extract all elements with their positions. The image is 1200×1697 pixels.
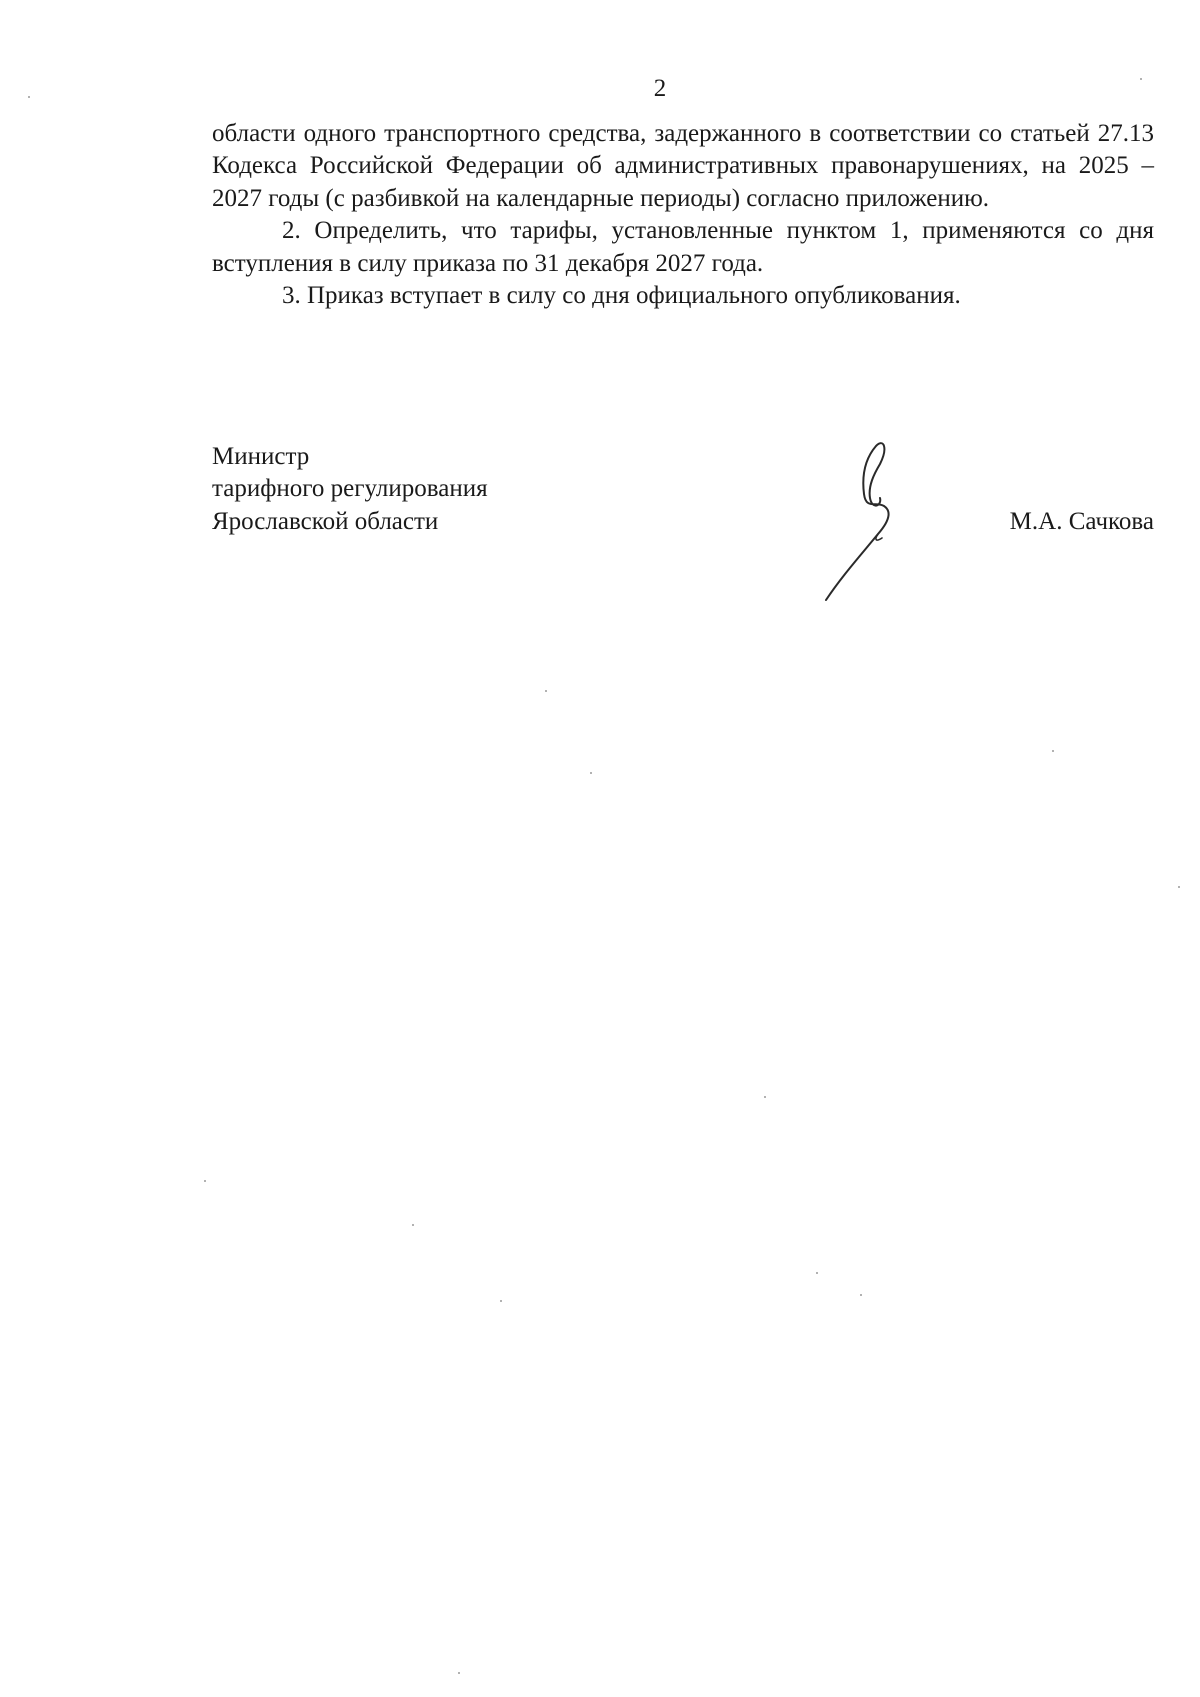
- document-body: [212, 118, 1154, 312]
- scan-speck: [500, 1300, 502, 1302]
- scan-speck: [1052, 750, 1054, 752]
- handwritten-signature: [818, 438, 928, 608]
- scan-speck: [764, 1096, 766, 1098]
- signatory-position-line-3: Ярославской области: [212, 507, 439, 535]
- scan-speck: [412, 1224, 414, 1226]
- signatory-position: [212, 441, 488, 538]
- scan-speck: [28, 96, 30, 98]
- scan-speck: [860, 1294, 862, 1296]
- scan-speck: [458, 1672, 460, 1674]
- scan-speck: [816, 1272, 818, 1274]
- signatory-position-line-2: тарифного регулирования: [212, 475, 488, 503]
- paragraph-continuation: области одного транспортного средства, задержанного в соответствии со статьей 27.13 Кодекса Российской Федерации об административных правонарушениях, на 2025 – 2027 годы (с разбивкой на календарные периоды) согласно приложению.: [212, 120, 1154, 212]
- scan-speck: [590, 772, 592, 774]
- page-number: 2: [653, 75, 667, 102]
- scan-speck: [204, 1180, 206, 1182]
- scan-speck: [545, 690, 547, 692]
- paragraph-item-3: 3. Приказ вступает в силу со дня официального опубликования.: [282, 282, 961, 310]
- scan-speck: [1178, 886, 1180, 888]
- paragraph-item-2: 2. Определить, что тарифы, установленные пунктом 1, применяются со дня вступления в силу приказа по 31 декабря 2027 года.: [212, 217, 1154, 277]
- scan-speck: [1140, 78, 1142, 80]
- signatory-position-line-1: Министр: [212, 443, 310, 470]
- signatory-name: М.А. Сачкова: [1009, 508, 1154, 535]
